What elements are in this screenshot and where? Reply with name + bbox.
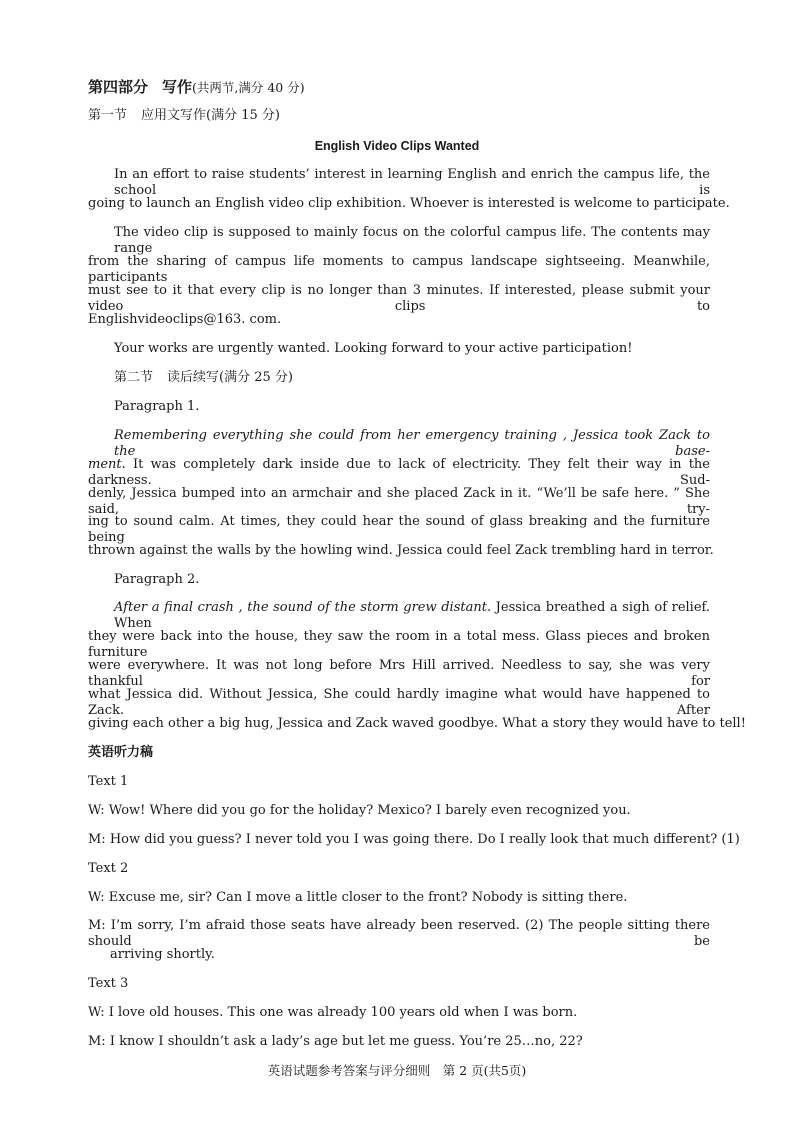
notice-p1-line1: In an effort to raise students’ interest in learning English and enrich the campus life, the school is — [114, 167, 710, 198]
text3-man: M: I know I shouldn’t ask a lady’s age but let me guess. You’re 25…no, 22? — [88, 1034, 583, 1049]
text2-man-line2: arriving shortly. — [110, 947, 215, 962]
section1-title: 应用文写作 — [141, 108, 207, 123]
paragraph2-line2: they were back into the house, they saw the room in a total mess. Glass pieces and broken furniture — [88, 629, 710, 660]
listening-title: 英语听力稿 — [88, 745, 154, 760]
text2-man-line1: M: I’m sorry, I’m afraid those seats have already been reserved. (2) The people sitting there should be — [88, 918, 710, 949]
notice-p2-line2: from the sharing of campus life moments to campus landscape sightseeing. Meanwhile, participants — [88, 254, 710, 285]
text3-woman: W: I love old houses. This one was already 100 years old when I was born. — [88, 1005, 578, 1020]
text1-man: M: How did you guess? I never told you I was going there. Do I really look that much different? (1) — [88, 832, 740, 847]
paragraph2-line1-italic: After a final crash , the sound of the storm grew distant — [114, 600, 487, 615]
paragraph2-line4: what Jessica did. Without Jessica, She could hardly imagine what would have happened to Zack. After — [88, 687, 710, 718]
paragraph1-line4: ing to sound calm. At times, they could hear the sound of glass breaking and the furniture being — [88, 514, 710, 545]
page-footer: 英语试题参考答案与评分细则 第 2 页(共5页) — [267, 1063, 527, 1078]
section2-heading — [114, 370, 293, 386]
paragraph1-line1: Remembering everything she could from her emergency training , Jessica took Zack to the base- — [114, 428, 710, 459]
paragraph1-line5: thrown against the walls by the howling wind. Jessica could feel Zack trembling hard in terror. — [88, 543, 714, 558]
paragraph1-line3: denly, Jessica bumped into an armchair and she placed Zack in it. “We’ll be safe here. ” She said, try- — [88, 486, 710, 517]
section1-label: 第一节 — [88, 108, 128, 123]
text1-woman: W: Wow! Where did you go for the holiday? Mexico? I barely even recognized you. — [88, 803, 631, 818]
paragraph2-line5: giving each other a big hug, Jessica and Zack waved goodbye. What a story they would have to tell! — [88, 716, 746, 731]
text1-label: Text 1 — [88, 774, 129, 789]
notice-p2-line4: Englishvideoclips@163. com. — [88, 312, 282, 327]
paragraph1-heading: Paragraph 1. — [114, 399, 200, 414]
paragraph1-line2-italic: ment — [88, 457, 122, 472]
notice-p2-line1: The video clip is supposed to mainly focus on the colorful campus life. The contents may range — [114, 225, 710, 256]
notice-p3: Your works are urgently wanted. Looking forward to your active participation! — [114, 341, 633, 356]
part-section: 写作 — [162, 78, 193, 96]
text3-label: Text 3 — [88, 976, 129, 991]
section1-heading — [88, 108, 280, 124]
section2-note: (满分 25 分) — [219, 370, 293, 385]
paragraph1-line2-rest: . It was completely dark inside due to lack of electricity. They felt their way in the darkness. Sud- — [88, 457, 710, 488]
paragraph2-line1 — [114, 600, 710, 632]
paragraph2-line1-rest: . Jessica breathed a sigh of relief. When — [114, 600, 710, 631]
part-heading — [88, 79, 305, 97]
part-section-note: (共两节,满分 40 分) — [192, 80, 305, 95]
text2-woman: W: Excuse me, sir? Can I move a little closer to the front? Nobody is sitting there. — [88, 890, 628, 905]
notice-p2-line3: must see to it that every clip is no longer than 3 minutes. If interested, please submit your video clips to — [88, 283, 710, 314]
paragraph1-line2 — [88, 457, 710, 489]
notice-p1-line2: going to launch an English video clip exhibition. Whoever is interested is welcome to participate. — [88, 196, 730, 211]
notice-title: English Video Clips Wanted — [314, 139, 480, 153]
section2-label: 第二节 — [114, 370, 154, 385]
section1-note: (满分 15 分) — [206, 108, 280, 123]
section2-title: 读后续写 — [167, 370, 220, 385]
text2-label: Text 2 — [88, 861, 129, 876]
part-title: 第四部分 — [88, 78, 149, 96]
paragraph2-line3: were everywhere. It was not long before Mrs Hill arrived. Needless to say, she was very thankful for — [88, 658, 710, 689]
paragraph2-heading: Paragraph 2. — [114, 572, 200, 587]
